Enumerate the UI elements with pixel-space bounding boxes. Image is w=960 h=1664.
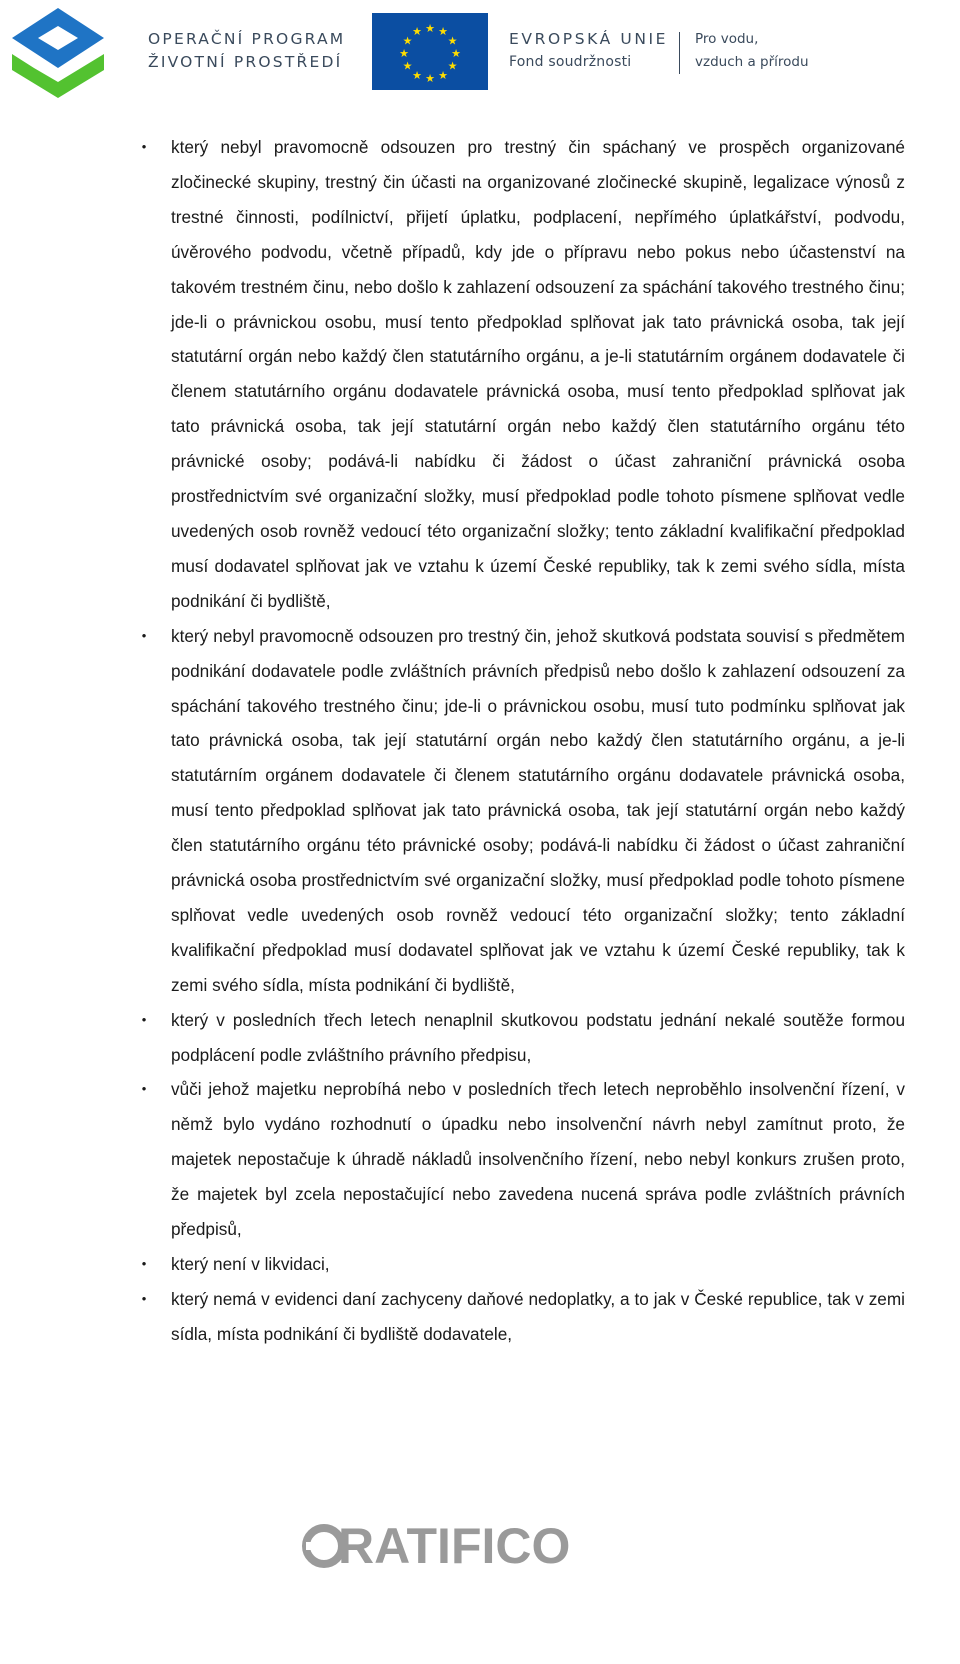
list-item [141,130,905,619]
page-header [0,0,960,110]
document-body [0,130,960,1352]
list-item [141,619,905,1003]
list-item-text: vůči jehož majetku neprobíhá nebo v posledních třech letech neproběhlo insolvenční řízení, v němž bylo vydáno rozhodnutí o úpadku nebo insolvenční návrh nebyl zamítnut proto, že majetek nepostačuje k úhradě nákladů insolvenčního řízení, nebo nebyl konkurs zrušen proto, že majetek byl zcela nepostačující nebo zavedena nucená správa podle zvláštních právních předpisů, [171,1079,905,1240]
eu-label [509,28,668,74]
bullet-icon: • [141,1256,147,1271]
list-item [141,1003,905,1073]
list-item [141,1282,905,1352]
bullet-icon: • [141,139,147,154]
list-item-text: který v posledních třech letech nenaplnil skutkovou podstatu jednání nekalé soutěže formou podplácení podle zvláštního právního předpisu, [171,1009,905,1065]
svg-text:★: ★ [438,25,448,38]
slogan [695,28,809,74]
svg-text:★: ★ [447,34,458,48]
svg-text:★: ★ [438,69,448,82]
svg-text:★: ★ [399,47,409,60]
list-item-text: který nebyl pravomocně odsouzen pro trestný čin, jehož skutková podstata souvisí s předmětem podnikání dodavatele podle zvláštních právních předpisů nebo došlo k zahlazení odsouzení za spáchání takového trestného činu; jde-li o právnickou osobu, musí tuto podmínku splňovat jak tato právnická osoba, tak její statutární orgán nebo každý člen statutárního orgánu, a je-li statutárním orgánem dodavatele či členem statutárního orgánu dodavatele právnická osoba, musí tento předpoklad splňovat jak tato právnická osoba, tak její statutární orgán nebo každý člen statutárního orgánu této právnické osoby; podává-li nabídku či žádost o účast zahraniční právnická osoba prostřednictvím své organizační složky, musí předpoklad podle tohoto písmene splňovat vedle uvedených osob rovněž vedoucí této organizační složky; tento základní kvalifikační předpoklad musí dodavatel splňovat jak ve vztahu k území České republiky, tak k zemi svého sídla, místa podnikání či bydliště, [171,625,905,995]
program-name [148,28,345,74]
list-item [141,1247,905,1282]
svg-text:★: ★ [402,34,413,48]
eu-flag-logo [372,13,488,90]
list-item [141,1072,905,1247]
list-item-text: který nemá v evidenci daní zachyceny daňové nedoplatky, a to jak v České republice, tak v zemi sídla, místa podnikání či bydliště dodavatele, [171,1288,905,1344]
eu-title: EVROPSKÁ UNIE [509,30,669,48]
slogan-line-2: vzduch a přírodu [695,54,809,70]
bullet-icon: • [141,1081,147,1097]
bullet-icon: • [141,1011,147,1027]
list-item-text: který nebyl pravomocně odsouzen pro trestný čin spáchaný ve prospěch organizované zločinecké skupiny, trestný čin účasti na organizované zločinecké skupině, legalizace výnosů z trestné činnosti, podílnictví, přijetí úplatku, podplacení, nepřímého úplatkářství, podvodu, úvěrového podvodu, včetně případů, kdy jde o přípravu nebo pokus nebo účastenství na takovém trestném činu, nebo došlo k zahlazení odsouzení za spáchání takového trestného činu; jde-li o právnickou osobu, musí tento předpoklad splňovat jak tato právnická osoba, tak její statutární orgán nebo každý člen statutárního orgánu, a je-li statutárním orgánem dodavatele či členem statutárního orgánu dodavatele právnická osoba, musí tento předpoklad splňovat jak tato právnická osoba, tak její statutární orgán nebo každý člen statutárního orgánu této právnické osoby; podává-li nabídku či žádost o účast zahraniční právnická osoba prostřednictvím své organizační složky, musí předpoklad podle tohoto písmene splňovat vedle uvedených osob rovněž vedoucí této organizační složky; tento základní kvalifikační předpoklad musí dodavatel splňovat jak ve vztahu k území České republiky, tak k zemi svého sídla, místa podnikání či bydliště, [171,137,905,611]
program-line-1: OPERAČNÍ PROGRAM [148,30,346,48]
header-divider [679,32,680,74]
footer-brand: RATIFICO [338,1518,571,1574]
svg-text:★: ★ [412,69,422,82]
svg-text:★: ★ [412,25,422,38]
eu-fund: Fond soudržnosti [509,54,632,70]
program-line-2: ŽIVOTNÍ PROSTŘEDÍ [148,53,343,71]
bullet-icon: • [141,1290,147,1306]
svg-text:★: ★ [425,72,435,85]
svg-text:★: ★ [451,47,461,60]
slogan-line-1: Pro vodu, [695,31,759,47]
bullet-icon: • [141,627,147,643]
svg-text:★: ★ [402,59,413,73]
qualification-list [0,130,960,1352]
operacni-program-logo [6,4,126,100]
eu-stars-icon [372,13,488,90]
svg-text:★: ★ [425,22,435,35]
svg-text:★: ★ [447,59,458,73]
list-item-text: který není v likvidaci, [171,1254,330,1274]
